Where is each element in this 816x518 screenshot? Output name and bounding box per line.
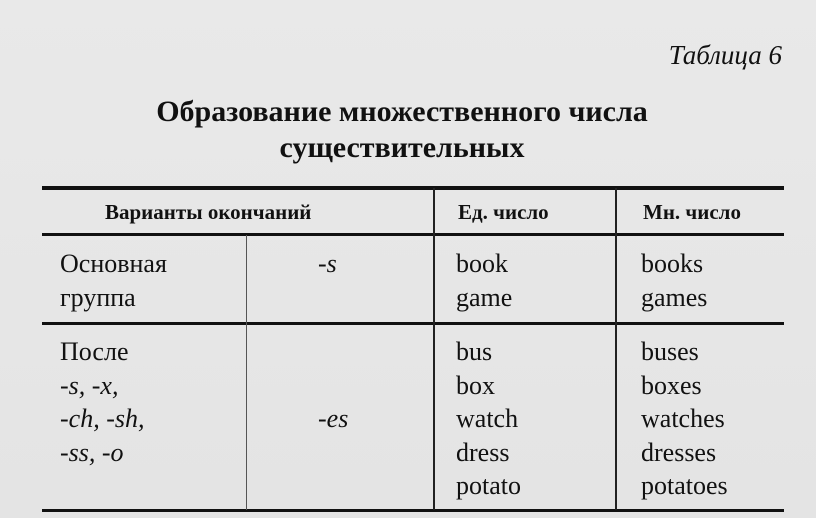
- row2-singular-word: potato: [456, 471, 521, 500]
- row2-ending: [318, 402, 348, 436]
- header-singular: Ед. число: [458, 200, 549, 224]
- row1-group-line: Основная: [60, 249, 167, 278]
- row1-plural-word: books: [641, 249, 704, 278]
- table-title-line2: существительных: [279, 131, 525, 164]
- row1-plural: [641, 247, 707, 314]
- row1-singular: [456, 247, 512, 314]
- table-top-rule: [42, 186, 784, 190]
- row1-singular-word: book: [456, 249, 508, 278]
- row2-singular-word: bus: [456, 337, 493, 366]
- row2-group-line: -s, -x,: [60, 370, 119, 400]
- row1-ending-text: -s: [318, 249, 337, 278]
- row2-plural-word: buses: [641, 337, 699, 366]
- row2-singular-word: dress: [456, 437, 510, 467]
- row1-group-line: группа: [60, 282, 136, 312]
- row2-plural-word: boxes: [641, 370, 702, 400]
- row2-plural: [641, 335, 728, 503]
- header-endings: Варианты окончаний: [105, 200, 312, 224]
- row2-plural-word: dresses: [641, 437, 717, 467]
- row2-group-line: -ss, -o: [60, 437, 124, 467]
- row2-ending-text: -es: [318, 404, 349, 433]
- header-plural: Мн. число: [643, 200, 741, 224]
- table-number: Таблица 6: [668, 40, 782, 70]
- sub-column-divider: [246, 235, 247, 510]
- table-title-line1: Образование множественного числа: [156, 95, 648, 128]
- row1-singular-word: game: [456, 282, 513, 312]
- row1-ending: [318, 247, 337, 281]
- table-bottom-rule: [42, 509, 784, 512]
- row-divider-rule: [42, 322, 784, 325]
- column-divider-2: [615, 188, 617, 510]
- row1-plural-word: games: [641, 282, 708, 312]
- row2-singular-word: box: [456, 370, 495, 400]
- row2-group-line: -ch, -sh,: [60, 404, 145, 433]
- row1-group: [60, 247, 167, 314]
- row2-group: [60, 335, 144, 469]
- row2-group-line: После: [60, 337, 129, 366]
- row2-plural-word: watches: [641, 404, 725, 433]
- row2-singular: [456, 335, 521, 503]
- row2-plural-word: potatoes: [641, 471, 728, 500]
- header-bottom-rule: [42, 233, 784, 236]
- column-divider-1: [433, 188, 435, 510]
- row2-singular-word: watch: [456, 404, 519, 433]
